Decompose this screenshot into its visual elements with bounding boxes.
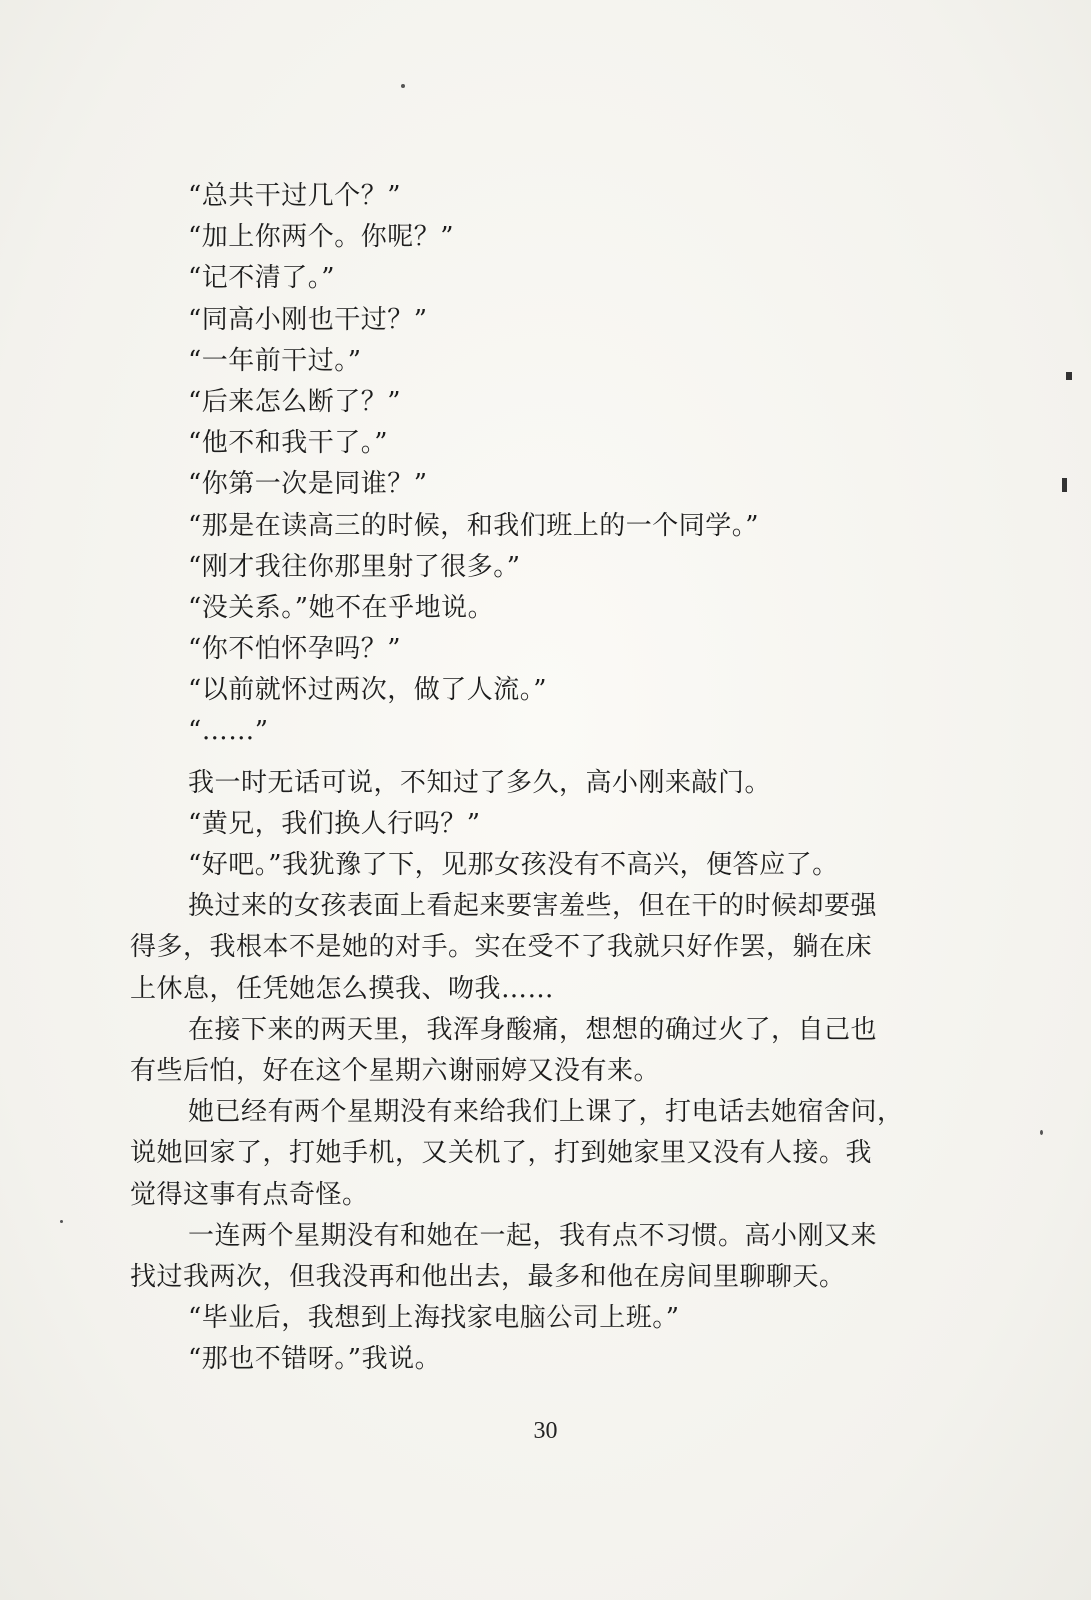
dialogue-line: “总共干过几个？” (188, 181, 402, 211)
paragraph-line: 一连两个星期没有和她在一起，我有点不习惯。高小刚又来 (188, 1220, 878, 1251)
paragraph-line: 我一时无话可说，不知过了多久，高小刚来敲门。 (188, 767, 772, 798)
paragraph-line: 她已经有两个星期没有来给我们上课了，打电话去她宿舍问， (188, 1097, 904, 1128)
dialogue-line: “好吧。”我犹豫了下，见那女孩没有不高兴，便答应了。 (188, 850, 839, 880)
dialogue-line: “黄兄，我们换人行吗？” (188, 808, 481, 839)
dialogue-line: “毕业后，我想到上海找家电脑公司上班。” (188, 1303, 680, 1334)
edge-mark (1062, 478, 1067, 492)
dialogue-line: “刚才我往你那里射了很多。” (188, 551, 521, 582)
dialogue-line: “……” (188, 716, 269, 747)
dialogue-line: “以前就怀过两次，做了人流。” (188, 675, 548, 706)
print-speck (1040, 1130, 1043, 1135)
dialogue-line: “你第一次是同谁？” (188, 469, 428, 500)
dialogue-line: “加上你两个。你呢？” (188, 222, 455, 253)
dialogue-line: “没关系。”她不在乎地说。 (188, 592, 495, 623)
paragraph-line: 说她回家了，打她手机，又关机了，打到她家里又没有人接。我 (130, 1138, 873, 1169)
paragraph-line: 在接下来的两天里，我浑身酸痛，想想的确过火了，自己也 (188, 1014, 878, 1045)
page-number: 30 (533, 1418, 558, 1444)
edge-mark (1066, 372, 1072, 380)
dialogue-line: “后来怎么断了？” (188, 386, 402, 417)
paragraph-line: 觉得这事有点奇怪。 (130, 1179, 369, 1210)
body-text (130, 176, 960, 1380)
paragraph-line: 得多，我根本不是她的对手。实在受不了我就只好作罢，躺在床 (130, 932, 873, 963)
paragraph-line: 有些后怕，好在这个星期六谢丽婷又没有来。 (130, 1055, 661, 1086)
dialogue-line: “同高小刚也干过？” (188, 304, 428, 335)
paragraph-line: 找过我两次，但我没再和他出去，最多和他在房间里聊聊天。 (130, 1261, 846, 1292)
print-speck (60, 1220, 63, 1223)
dialogue-line: “你不怕怀孕吗？” (188, 634, 402, 665)
spacer (130, 753, 960, 763)
paragraph-line: 换过来的女孩表面上看起来要害羞些，但在干的时候却要强 (188, 891, 878, 922)
dialogue-line: “记不清了。” (188, 263, 336, 294)
dialogue-line: “那也不错呀。”我说。 (188, 1344, 442, 1375)
dialogue-line: “那是在读高三的时候，和我们班上的一个同学。” (188, 510, 760, 541)
dialogue-line: “一年前干过。” (188, 345, 362, 376)
dialogue-line: “他不和我干了。” (188, 428, 389, 459)
paragraph-line: 上休息，任凭她怎么摸我、吻我…… (130, 973, 555, 1004)
print-speck (401, 84, 405, 88)
